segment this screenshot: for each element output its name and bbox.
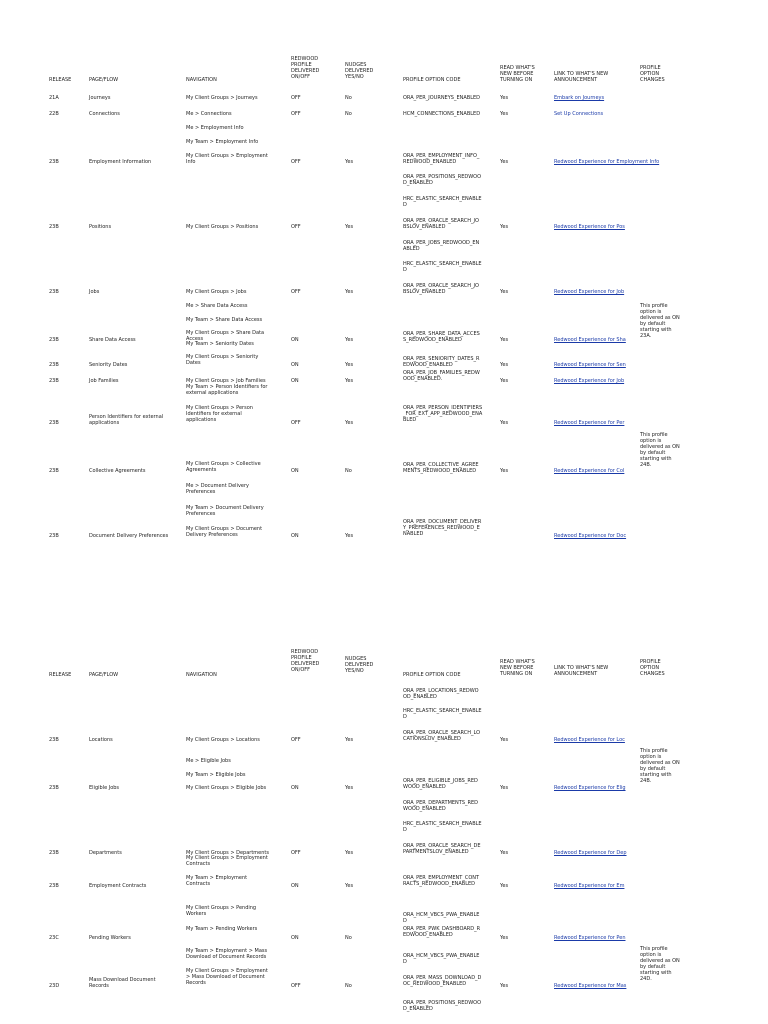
cell-nudges: Yes: [345, 378, 354, 384]
cell-release: 23B: [49, 883, 59, 889]
cell-redwood: ON: [291, 533, 299, 539]
cell-page: Departments: [89, 850, 122, 856]
cell-navigation: My Client Groups > Pending Workers: [186, 905, 257, 917]
header-page-flow: PAGE/FLOW: [89, 672, 119, 678]
cell-nudges: Yes: [345, 224, 354, 230]
cell-page: Employment Contracts: [89, 883, 147, 889]
cell-nudges: No: [345, 935, 352, 941]
cell-read: Yes: [500, 159, 509, 165]
cell-profile-code: ORA_PER_ORACLE_SEARCH_DE PARTMENTSLOV_ENABLED: [403, 843, 481, 855]
header-nudges: NUDGES DELIVERED YES/NO: [345, 656, 374, 674]
cell-nudges: No: [345, 95, 352, 101]
cell-navigation: My Team > Document Delivery Preferences: [186, 505, 264, 517]
cell-release: 23B: [49, 337, 59, 343]
header-profile-changes: PROFILE OPTION CHANGES: [640, 65, 665, 83]
cell-read: Yes: [500, 935, 509, 941]
announcement-link[interactable]: Redwood Experience for Col: [554, 468, 625, 474]
cell-profile-code: ORA_PER_SENIORITY_DATES_R EDWOOD_ENABLED: [403, 356, 480, 368]
cell-read: Yes: [500, 883, 509, 889]
cell-profile-code: ORA_PER_COLLECTIVE_AGREE MENTS_REDWOOD_ENABLED: [403, 462, 479, 474]
cell-navigation: My Team > Eligible Jobs: [186, 772, 246, 778]
announcement-link[interactable]: Redwood Experience for Doc: [554, 533, 627, 539]
cell-profile-code: HRC_ELASTIC_SEARCH_ENABLE D: [403, 708, 482, 720]
cell-profile-changes: This profile option is delivered as ON by default starting with 24D.: [640, 946, 680, 982]
cell-page: Document Delivery Preferences: [89, 533, 169, 539]
header-read-whats-new: READ WHAT'S NEW BEFORE TURNING ON: [500, 659, 535, 677]
cell-nudges: Yes: [345, 337, 354, 343]
header-redwood: REDWOOD PROFILE DELIVERED ON/OFF: [291, 649, 320, 673]
cell-navigation: My Client Groups > Document Delivery Preferences: [186, 526, 263, 538]
cell-read: Yes: [500, 111, 509, 117]
announcement-link[interactable]: Redwood Experience for Loc: [554, 737, 625, 743]
cell-redwood: OFF: [291, 420, 301, 426]
cell-page: Person Identifiers for external applications: [89, 414, 164, 426]
cell-navigation: My Client Groups > Jobs: [186, 289, 247, 295]
cell-redwood: OFF: [291, 983, 301, 989]
cell-profile-code: ORA_HCM_VBCS_PWA_ENABLE D: [403, 912, 480, 924]
cell-release: 23B: [49, 468, 59, 474]
cell-navigation: My Client Groups > Employment > Mass Download of Document Records: [186, 968, 268, 986]
header-read-whats-new: READ WHAT'S NEW BEFORE TURNING ON: [500, 65, 535, 83]
cell-navigation: My Team > Employment Contracts: [186, 875, 248, 887]
cell-nudges: No: [345, 983, 352, 989]
announcement-link[interactable]: Redwood Experience for Em: [554, 883, 625, 889]
announcement-link[interactable]: Redwood Experience for Mas: [554, 983, 627, 989]
cell-release: 23B: [49, 289, 59, 295]
header-redwood: REDWOOD PROFILE DELIVERED ON/OFF: [291, 56, 320, 80]
cell-profile-code: ORA_PER_DEPARTMENTS_RED WOOD_ENABLED: [403, 800, 478, 812]
header-release: RELEASE: [49, 77, 72, 83]
cell-profile-code: ORA_PER_JOURNEYS_ENABLED: [403, 95, 480, 101]
cell-read: Yes: [500, 737, 509, 743]
announcement-link[interactable]: Set Up Connections: [554, 111, 604, 117]
cell-read: Yes: [500, 983, 509, 989]
cell-profile-code: ORA_HCM_VBCS_PWA_ENABLE D: [403, 953, 480, 965]
cell-redwood: OFF: [291, 224, 301, 230]
header-profile-code: PROFILE OPTION CODE: [403, 77, 461, 83]
cell-page: Employment Information: [89, 159, 152, 165]
cell-nudges: No: [345, 111, 352, 117]
cell-redwood: ON: [291, 785, 299, 791]
cell-redwood: ON: [291, 362, 299, 368]
cell-release: 23B: [49, 378, 59, 384]
announcement-link[interactable]: Redwood Experience for Employment Info: [554, 159, 660, 165]
cell-nudges: Yes: [345, 289, 354, 295]
cell-profile-code: ORA_PER_EMPLOYMENT_INFO_ REDWOOD_ENABLED: [403, 153, 480, 165]
cell-redwood: OFF: [291, 95, 301, 101]
cell-profile-code: ORA_PER_ELIGIBLE_JOBS_RED WOOD_ENABLED: [403, 778, 478, 790]
cell-navigation: Me > Share Data Access: [186, 303, 248, 309]
cell-nudges: Yes: [345, 883, 354, 889]
cell-page: Journeys: [89, 95, 111, 101]
cell-redwood: OFF: [291, 289, 301, 295]
cell-release: 23B: [49, 785, 59, 791]
cell-read: Yes: [500, 95, 509, 101]
cell-profile-code: ORA_PER_LOCATIONS_REDWO OD_ENABLED: [403, 688, 479, 700]
cell-read: Yes: [500, 468, 509, 474]
announcement-link[interactable]: Redwood Experience for Per: [554, 420, 625, 426]
cell-page: Share Data Access: [89, 337, 136, 343]
cell-navigation: My Team > Seniority Dates: [186, 341, 254, 347]
cell-page: Eligible Jobs: [89, 785, 120, 791]
cell-profile-code: HRC_ELASTIC_SEARCH_ENABLE D: [403, 261, 482, 273]
cell-release: 23D: [49, 983, 60, 989]
cell-nudges: Yes: [345, 533, 354, 539]
cell-release: 23C: [49, 935, 59, 941]
cell-profile-code: ORA_PER_DOCUMENT_DELIVER Y_PREFERENCES_REDWOOD_E NABLED: [403, 519, 482, 537]
header-navigation: NAVIGATION: [186, 77, 217, 83]
cell-profile-code: HCM_CONNECTIONS_ENABLED: [403, 111, 481, 117]
cell-navigation: My Client Groups > Eligible Jobs: [186, 785, 267, 791]
cell-navigation: My Client Groups > Share Data Access: [186, 330, 265, 342]
cell-navigation: My Client Groups > Collective Agreements: [186, 461, 261, 473]
header-profile-changes: PROFILE OPTION CHANGES: [640, 659, 665, 677]
announcement-link[interactable]: Redwood Experience for Job: [554, 378, 625, 384]
cell-redwood: OFF: [291, 737, 301, 743]
cell-release: 23B: [49, 533, 59, 539]
cell-page: Positions: [89, 224, 112, 230]
cell-profile-changes: This profile option is delivered as ON by default starting with 23A.: [640, 303, 680, 339]
cell-read: Yes: [500, 378, 509, 384]
cell-release: 21A: [49, 95, 59, 101]
announcement-link[interactable]: Redwood Experience for Sen: [554, 362, 626, 368]
cell-redwood: ON: [291, 935, 299, 941]
header-link: LINK TO WHAT'S NEW ANNOUNCEMENT: [554, 71, 609, 83]
cell-redwood: ON: [291, 337, 299, 343]
cell-nudges: Yes: [345, 785, 354, 791]
cell-page: Mass Download Document Records: [89, 977, 156, 989]
cell-release: 23B: [49, 362, 59, 368]
announcement-link[interactable]: Redwood Experience for Pos: [554, 224, 625, 230]
cell-navigation: My Client Groups > Job Families: [186, 378, 266, 384]
cell-redwood: ON: [291, 378, 299, 384]
cell-redwood: OFF: [291, 111, 301, 117]
cell-profile-code: ORA_PER_PERSON_IDENTIFIERS _FOR_EXT_APP_REDWOOD_ENA BLED: [403, 405, 483, 423]
cell-redwood: ON: [291, 468, 299, 474]
cell-profile-code: ORA_PER_POSITIONS_REDWOO D_ENABLED: [403, 1000, 482, 1012]
cell-navigation: Me > Connections: [186, 111, 232, 117]
cell-profile-code: HRC_ELASTIC_SEARCH_ENABLE D: [403, 821, 482, 833]
header-release: RELEASE: [49, 672, 72, 678]
cell-release: 22B: [49, 111, 59, 117]
cell-navigation: Me > Employment Info: [186, 125, 244, 131]
header-navigation: NAVIGATION: [186, 672, 217, 678]
cell-navigation: My Client Groups > Employment Info: [186, 153, 268, 165]
cell-navigation: My Client Groups > Employment Contracts: [186, 855, 268, 867]
announcement-link[interactable]: Redwood Experience for Job: [554, 289, 625, 295]
header-page-flow: PAGE/FLOW: [89, 77, 119, 83]
cell-read: Yes: [500, 362, 509, 368]
cell-navigation: My Team > Pending Workers: [186, 926, 258, 932]
cell-redwood: OFF: [291, 159, 301, 165]
announcement-link[interactable]: Redwood Experience for Pen: [554, 935, 626, 941]
header-nudges: NUDGES DELIVERED YES/NO: [345, 62, 374, 80]
cell-page: Connections: [89, 111, 120, 117]
cell-profile-code: ORA_PER_SHARE_DATA_ACCES S_REDWOOD_ENABLED: [403, 331, 480, 343]
cell-page: Pending Workers: [89, 935, 131, 941]
cell-navigation: My Client Groups > Departments: [186, 850, 269, 856]
cell-nudges: Yes: [345, 420, 354, 426]
cell-profile-code: ORA_PER_ORACLE_SEARCH_JO BSLOV_ENABLED: [403, 218, 479, 230]
cell-profile-code: ORA_PER_ORACLE_SEARCH_LO CATIONSLOV_ENABLED: [403, 730, 481, 742]
cell-profile-code: ORA_PER_ORACLE_SEARCH_JO BSLOV_ENABLED: [403, 283, 479, 295]
announcement-link[interactable]: Redwood Experience for Elig: [554, 785, 626, 791]
cell-navigation: My Client Groups > Person Identifiers for external applications: [186, 405, 253, 423]
cell-navigation: My Team > Employment Info: [186, 139, 259, 145]
cell-profile-code: ORA_PER_POSITIONS_REDWOO D_ENABLED: [403, 174, 482, 186]
cell-profile-code: ORA_PER_EMPLOYMENT_CONT RACTS_REDWOOD_ENABLED: [403, 875, 480, 887]
cell-release: 23B: [49, 224, 59, 230]
cell-page: Seniority Dates: [89, 362, 128, 368]
cell-navigation: My Team > Person Identifiers for external applications: [186, 384, 268, 396]
cell-release: 23B: [49, 737, 59, 743]
cell-nudges: Yes: [345, 737, 354, 743]
cell-profile-code: ORA_PER_JOB_FAMILIES_REDW OOD_ENABLED.: [403, 370, 480, 382]
cell-redwood: ON: [291, 883, 299, 889]
cell-nudges: Yes: [345, 362, 354, 368]
cell-profile-changes: This profile option is delivered as ON by default starting with 24B.: [640, 432, 680, 468]
cell-release: 23B: [49, 159, 59, 165]
announcement-link[interactable]: Redwood Experience for Dep: [554, 850, 627, 856]
cell-redwood: OFF: [291, 850, 301, 856]
cell-nudges: No: [345, 468, 352, 474]
cell-release: 23B: [49, 420, 59, 426]
cell-navigation: My Team > Employment > Mass Download of Document Records: [186, 948, 268, 960]
cell-page: Collective Agreements: [89, 468, 146, 474]
cell-profile-code: ORA_PER_MASS_DOWNLOAD_D OC_REDWOOD_ENABLED: [403, 975, 482, 987]
cell-profile-code: ORA_PER_JOBS_REDWOOD_EN ABLED: [403, 240, 480, 252]
cell-read: Yes: [500, 337, 509, 343]
cell-read: Yes: [500, 420, 509, 426]
cell-read: Yes: [500, 850, 509, 856]
cell-navigation: My Client Groups > Locations: [186, 737, 260, 743]
cell-nudges: Yes: [345, 850, 354, 856]
cell-profile-changes: This profile option is delivered as ON by default starting with 24B.: [640, 748, 680, 784]
cell-navigation: My Client Groups > Journeys: [186, 95, 258, 101]
announcement-link[interactable]: Redwood Experience for Sha: [554, 337, 626, 343]
cell-page: Jobs: [89, 289, 100, 295]
header-profile-code: PROFILE OPTION CODE: [403, 672, 461, 678]
cell-profile-code: ORA_PER_PWK_DASHBOARD_R EDWOOD_ENABLED: [403, 926, 481, 938]
cell-page: Locations: [89, 737, 113, 743]
header-link: LINK TO WHAT'S NEW ANNOUNCEMENT: [554, 665, 609, 677]
announcement-link[interactable]: Embark on Journeys: [554, 95, 605, 101]
cell-read: Yes: [500, 289, 509, 295]
cell-read: Yes: [500, 224, 509, 230]
cell-profile-code: HRC_ELASTIC_SEARCH_ENABLE D: [403, 196, 482, 208]
cell-page: Job Families: [89, 378, 119, 384]
cell-navigation: My Team > Share Data Access: [186, 317, 263, 323]
cell-navigation: Me > Document Delivery Preferences: [186, 483, 250, 495]
cell-release: 23B: [49, 850, 59, 856]
cell-navigation: My Client Groups > Positions: [186, 224, 259, 230]
cell-nudges: Yes: [345, 159, 354, 165]
cell-navigation: Me > Eligible Jobs: [186, 758, 231, 764]
cell-read: Yes: [500, 785, 509, 791]
cell-navigation: My Client Groups > Seniority Dates: [186, 354, 259, 366]
